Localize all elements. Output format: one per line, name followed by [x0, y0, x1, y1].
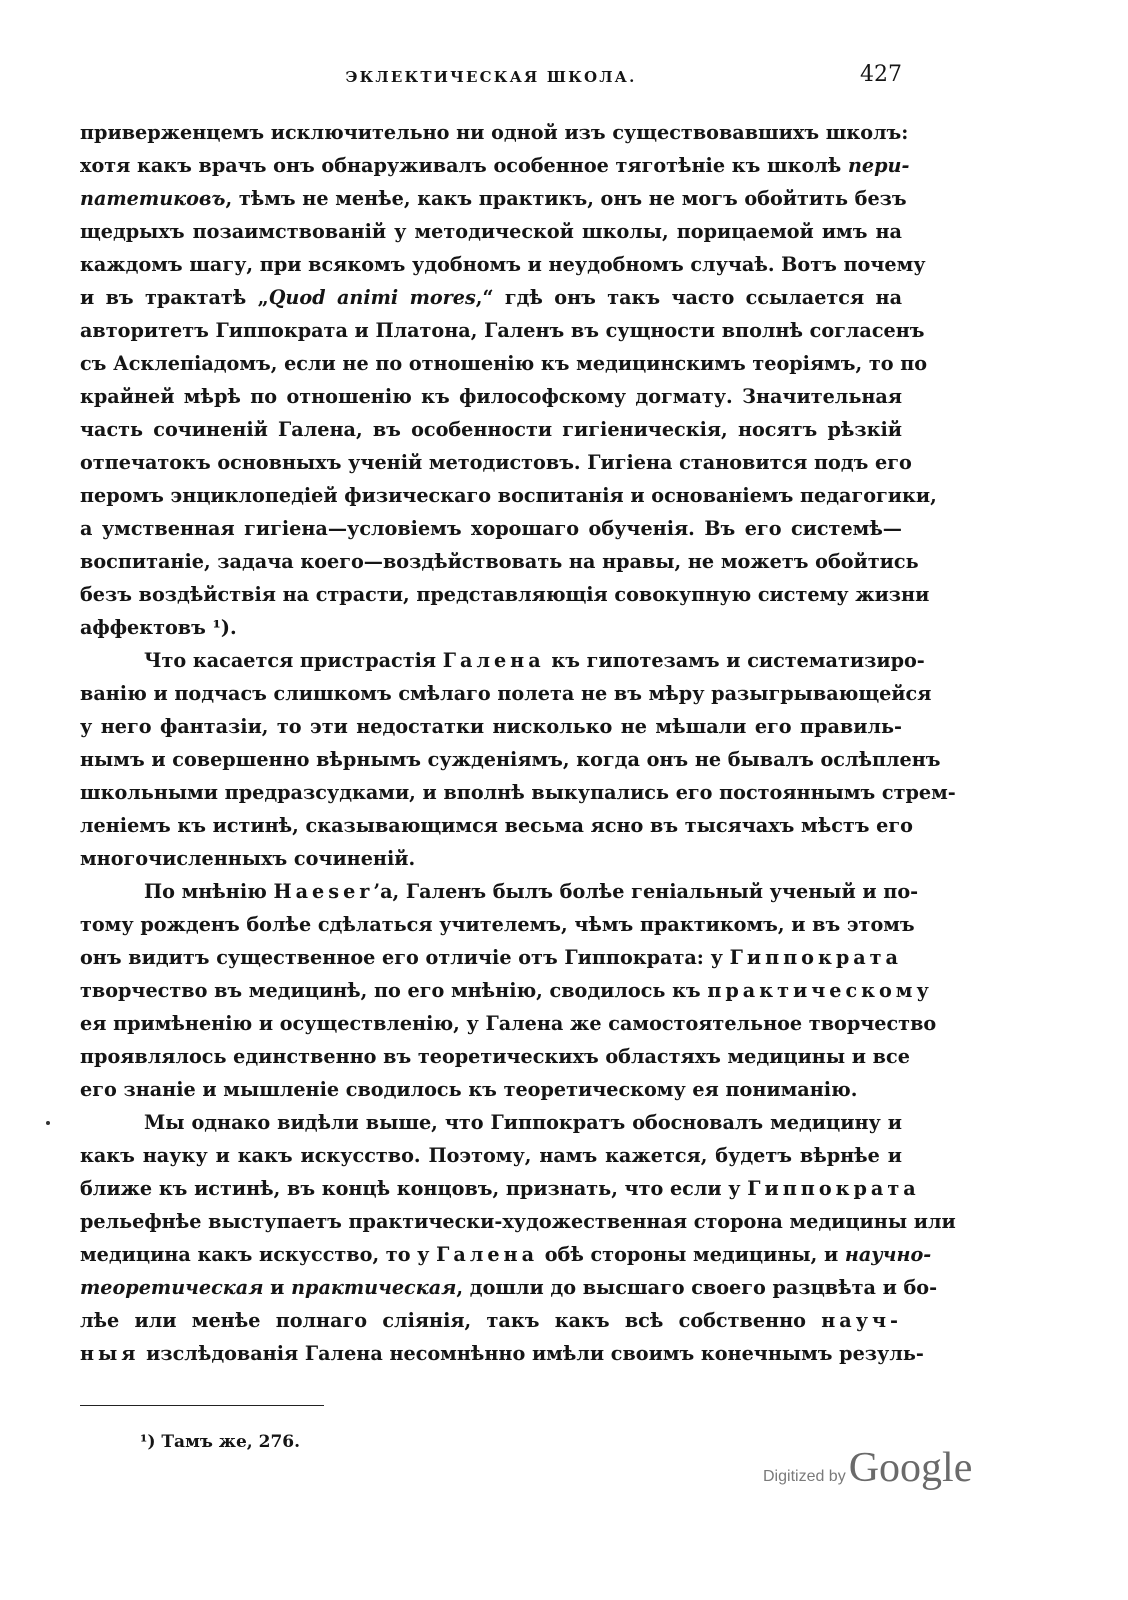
text-line [80, 116, 909, 149]
text-run: ,“ гдѣ онъ такъ часто ссылается на [475, 286, 903, 309]
text-line [80, 479, 937, 512]
text-line [80, 776, 956, 809]
spaced-run: Галена [436, 1243, 539, 1266]
text-run: многочисленныхъ сочиненій. [80, 847, 416, 870]
text-line [80, 182, 907, 215]
text-run: аффектовъ ¹). [80, 616, 237, 639]
text-line [80, 842, 902, 875]
text-line [80, 1172, 920, 1205]
text-run: Что касается пристрастія [144, 649, 443, 672]
text-run: отпечатокъ основныхъ ученій методистовъ. Гигіена становится подъ его [80, 451, 912, 474]
margin-speck [46, 1121, 50, 1125]
text-line [80, 1271, 938, 1304]
spaced-run: ныя [80, 1342, 140, 1365]
running-title: ЭКЛЕКТИЧЕСКАЯ ШКОЛА. [345, 68, 637, 86]
text-run: ’а, Галенъ былъ болѣе геніальный ученый и по- [373, 880, 919, 903]
page-number: 427 [860, 62, 902, 87]
text-line [80, 1304, 902, 1337]
text-run: , тѣмъ не менѣе, какъ практикъ, онъ не могъ обойтить безъ [225, 187, 907, 210]
text-run: обѣ стороны медицины, и [538, 1243, 845, 1266]
google-watermark [763, 1444, 972, 1492]
text-run: къ гипотезамъ и систематизиро- [544, 649, 925, 672]
watermark-prefix: Digitized by [763, 1468, 846, 1485]
italic-run: Quod animi mores [268, 286, 476, 309]
text-line [80, 710, 902, 743]
text-run: творчество въ медицинѣ, по его мнѣнію, сводилось къ [80, 979, 708, 1002]
page-header [80, 62, 902, 96]
text-line [80, 875, 919, 908]
text-run: съ Асклепіадомъ, если не по отношенію къ медицинскимъ теоріямъ, то по [80, 352, 928, 375]
text-line [80, 512, 902, 545]
text-line [80, 677, 932, 710]
spaced-run: науч- [821, 1309, 902, 1332]
text-run: и [263, 1276, 292, 1299]
text-run: Мы однако видѣли выше, что Гиппократъ обосновалъ медицину и [144, 1111, 902, 1134]
spaced-run: Haeser [273, 880, 374, 903]
text-line [80, 578, 930, 611]
text-run: медицина какъ искусство, то у [80, 1243, 437, 1266]
italic-run: пери- [847, 154, 910, 177]
text-line [80, 380, 902, 413]
text-run: щедрыхъ позаимствованій у методической школы, порицаемой имъ на [80, 220, 902, 243]
text-line [80, 908, 915, 941]
italic-run: патетиковъ [80, 187, 226, 210]
text-line [80, 1139, 902, 1172]
text-run: школьными предразсудками, и вполнѣ выкупались его постояннымъ стрем- [80, 781, 956, 804]
text-run: часть сочиненій Галена, въ особенности гигіеническія, носятъ рѣзкій [80, 418, 902, 441]
text-run: воспитаніе, задача коего—воздѣйствовать на нравы, не можетъ обойтись [80, 550, 919, 573]
text-line [80, 149, 910, 182]
text-run: По мнѣнію [144, 880, 274, 903]
italic-run: теоретическая [80, 1276, 264, 1299]
text-run: каждомъ шагу, при всякомъ удобномъ и неудобномъ случаѣ. Вотъ почему [80, 253, 926, 276]
text-line [80, 446, 912, 479]
text-run: перомъ энциклопедіей физическаго воспитанія и основаніемъ педагогики, [80, 484, 937, 507]
text-line [80, 1073, 902, 1106]
text-run: леніемъ къ истинѣ, сказывающимся весьма ясно въ тысячахъ мѣстъ его [80, 814, 913, 837]
italic-run: научно- [844, 1243, 932, 1266]
text-line [80, 413, 902, 446]
text-line [80, 347, 928, 380]
text-run: онъ видитъ существенное его отличіе отъ Гиппократа: у [80, 946, 730, 969]
text-line [80, 1007, 937, 1040]
footnote: ¹) Тамъ же, 276. [140, 1432, 301, 1452]
text-line [80, 809, 913, 842]
text-line [80, 743, 941, 776]
text-line [80, 215, 902, 248]
google-logo: Google [848, 1445, 973, 1491]
text-run: рельефнѣе выступаетъ практически-художественная сторона медицины или [80, 1210, 956, 1233]
text-run: ванію и подчасъ слишкомъ смѣлаго полета не въ мѣру разыгрывающейся [80, 682, 932, 705]
text-run: изслѣдованія Галена несомнѣнно имѣли своимъ конечнымъ резуль- [139, 1342, 924, 1365]
text-line [80, 1040, 910, 1073]
text-run: , дошли до высшаго своего разцвѣта и бо- [456, 1276, 938, 1299]
text-line [80, 974, 933, 1007]
text-line [80, 611, 902, 644]
spaced-run: Гиппократа [729, 946, 902, 969]
spaced-run: практическому [707, 979, 933, 1002]
text-run: приверженцемъ исключительно ни одной изъ существовавшихъ школъ: [80, 121, 909, 144]
text-run: лѣе или менѣе полнаго сліянія, такъ какъ всѣ собственно [80, 1309, 822, 1332]
text-line [80, 248, 926, 281]
footnote-rule [80, 1405, 324, 1406]
text-run: и въ трактатѣ „ [80, 286, 269, 309]
italic-run: практическая [291, 1276, 457, 1299]
text-run: у него фантазіи, то эти недостатки нисколько не мѣшали его правиль- [80, 715, 902, 738]
text-line [80, 644, 925, 677]
text-run: какъ науку и какъ искусство. Поэтому, намъ кажется, будетъ вѣрнѣе и [80, 1144, 902, 1167]
text-line [80, 545, 919, 578]
text-run: а умственная гигіена—условіемъ хорошаго обученія. Въ его системѣ— [80, 517, 902, 540]
text-run: нымъ и совершенно вѣрнымъ сужденіямъ, когда онъ не бывалъ ослѣпленъ [80, 748, 941, 771]
spaced-run: Галена [442, 649, 545, 672]
text-run: тому рожденъ болѣе сдѣлаться учителемъ, чѣмъ практикомъ, и въ этомъ [80, 913, 915, 936]
text-line [80, 281, 902, 314]
text-run: его знаніе и мышленіе сводилось къ теоретическому ея пониманію. [80, 1078, 858, 1101]
body-text [80, 116, 956, 1370]
text-run: хотя какъ врачъ онъ обнаруживалъ особенное тяготѣніе къ школѣ [80, 154, 848, 177]
text-run: ея примѣненію и осуществленію, у Галена же самостоятельное творчество [80, 1012, 937, 1035]
text-line [80, 1106, 902, 1139]
spaced-run: Гиппократа [747, 1177, 920, 1200]
text-run: безъ воздѣйствія на страсти, представляющія совокупную систему жизни [80, 583, 930, 606]
text-run: крайней мѣрѣ по отношенію къ философскому догмату. Значительная [80, 385, 902, 408]
text-line [80, 1205, 956, 1238]
text-line [80, 941, 902, 974]
text-line [80, 1337, 924, 1370]
text-run: проявлялось единственно въ теоретическихъ областяхъ медицины и все [80, 1045, 910, 1068]
text-line [80, 314, 925, 347]
text-line [80, 1238, 932, 1271]
text-run: авторитетъ Гиппократа и Платона, Галенъ въ сущности вполнѣ согласенъ [80, 319, 925, 342]
text-run: ближе къ истинѣ, въ концѣ концовъ, признать, что если у [80, 1177, 748, 1200]
